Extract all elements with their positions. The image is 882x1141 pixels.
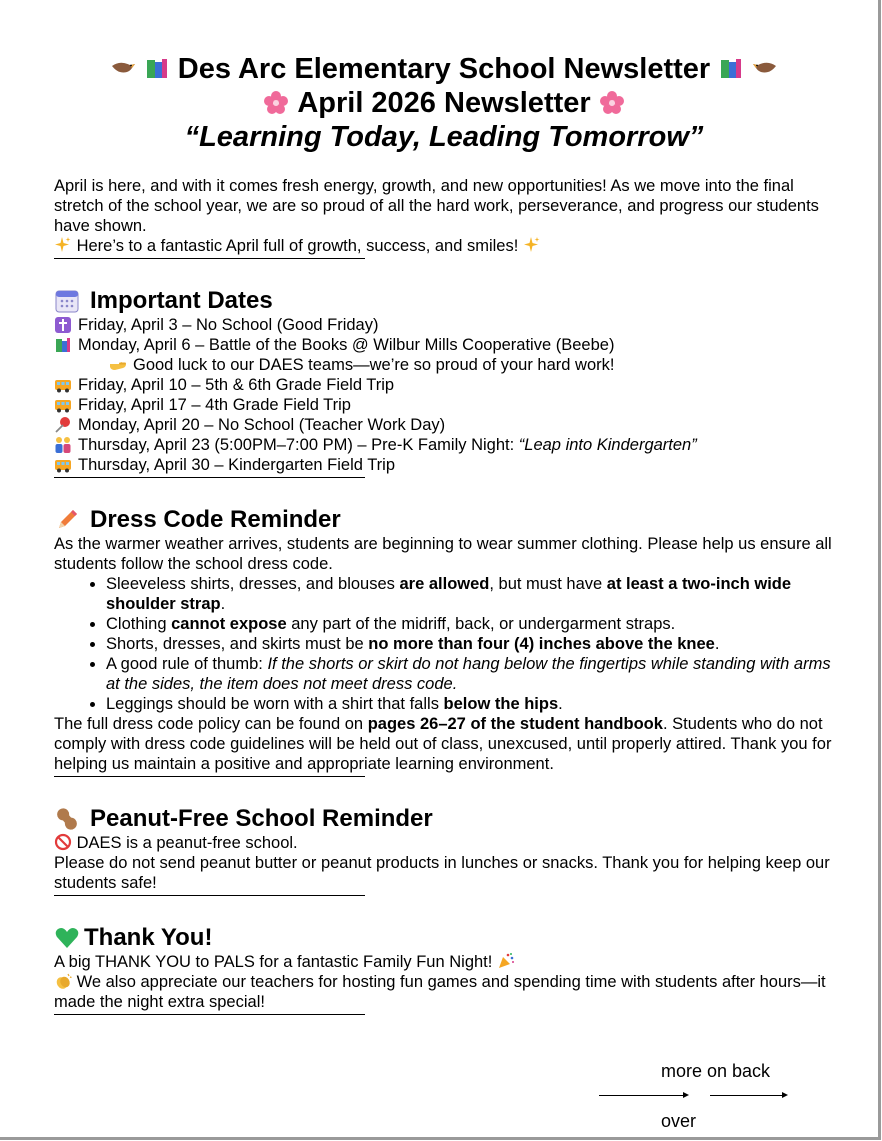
date-item xyxy=(54,395,834,415)
thank-you-heading xyxy=(54,924,834,952)
bullet-bold: no more than four (4) inches above the knee xyxy=(368,635,715,653)
bullet-bold: at least a two-inch wide shoulder strap xyxy=(106,575,792,613)
arrow-right-icon xyxy=(683,1092,689,1098)
arrow-line xyxy=(599,1095,685,1096)
thanks-line2: We also appreciate our teachers for hosting fun games and spending time with students after hours—it made the night extra special! xyxy=(54,973,826,1011)
date-text: Thursday, April 30 – Kindergarten Field Trip xyxy=(78,456,396,474)
more-on-back-label: more on back xyxy=(661,1061,771,1081)
books-icon xyxy=(144,56,170,82)
bullet-text: Leggings should be worn with a shirt that falls xyxy=(106,695,444,713)
books-icon xyxy=(54,336,72,354)
eagle-icon xyxy=(752,56,778,82)
list-item xyxy=(106,654,834,694)
intro-text: April is here, and with it comes fresh energy, growth, and new opportunities! As we move into the final stretch of the school year, we are so proud of all the hard work, perseverance, and progress our students have shown. xyxy=(54,177,819,235)
bullet-text: Sleeveless shirts, dresses, and blouses xyxy=(106,575,400,593)
thanks-line2-row xyxy=(54,972,834,1012)
bullet-text: Shorts, dresses, and skirts must be xyxy=(106,635,369,653)
date-text: Good luck to our DAES teams—we’re so proud of your hard work! xyxy=(133,356,615,374)
dress-code-policy xyxy=(54,714,834,774)
eagle-icon xyxy=(110,56,136,82)
dress-code-intro: As the warmer weather arrives, students are beginning to wear summer clothing. Please help us ensure all students follow the school dress code. xyxy=(54,535,832,573)
newsletter-title: Des Arc Elementary School Newsletter xyxy=(177,53,711,85)
thanks-line1: A big THANK YOU to PALS for a fantastic Family Fun Night! xyxy=(54,953,493,971)
thanks-line1-row xyxy=(54,952,834,972)
list-item xyxy=(106,574,834,614)
peanut-line1-row xyxy=(54,833,834,853)
bus-icon xyxy=(54,396,72,414)
newsletter-title-row xyxy=(54,52,834,86)
bullet-text: . xyxy=(558,695,563,713)
peanut-title: Peanut-Free School Reminder xyxy=(90,805,433,832)
bullet-bold: below the hips xyxy=(443,695,559,713)
peanut-line2: Please do not send peanut butter or peanut products in lunches or snacks. Thank you for helping keep our students safe! xyxy=(54,854,830,892)
over-label: over xyxy=(661,1111,697,1131)
date-item xyxy=(54,455,834,475)
list-item xyxy=(106,634,834,654)
date-text: Friday, April 17 – 4th Grade Field Trip xyxy=(78,396,351,414)
date-item xyxy=(54,315,834,335)
sparkles-icon xyxy=(523,236,541,254)
newsletter-motto: “Learning Today, Leading Tomorrow” xyxy=(184,121,704,153)
bus-icon xyxy=(54,376,72,394)
thank-you-title: Thank You! xyxy=(84,924,213,951)
bullet-text: A good rule of thumb: xyxy=(106,655,268,673)
date-text-main: Thursday, April 23 (5:00PM–7:00 PM) – Pre-K Family Night: xyxy=(78,436,519,454)
policy-text: The full dress code policy can be found on xyxy=(54,715,368,733)
intro-closing-line xyxy=(54,236,834,256)
pencil-icon xyxy=(54,507,80,533)
peanut-line1: DAES is a peanut-free school. xyxy=(76,834,298,852)
sparkles-icon xyxy=(54,236,72,254)
date-item xyxy=(54,435,834,455)
section-divider xyxy=(54,1014,365,1015)
list-item xyxy=(106,614,834,634)
prohibited-icon xyxy=(54,833,72,851)
bullet-text: . xyxy=(220,595,226,613)
bullet-bold: are allowed xyxy=(399,575,490,593)
date-text: Monday, April 20 – No School (Teacher Work Day) xyxy=(78,416,446,434)
date-text-italic: “Leap into Kindergarten” xyxy=(518,436,697,454)
date-text: Monday, April 6 – Battle of the Books @ Wilbur Mills Cooperative (Beebe) xyxy=(78,336,615,354)
cross-icon xyxy=(54,316,72,334)
calendar-icon xyxy=(54,288,80,314)
date-text: Friday, April 3 – No School (Good Friday) xyxy=(78,316,379,334)
bullet-bold: cannot expose xyxy=(171,615,287,633)
bullet-text: any part of the midriff, back, or undergarment straps. xyxy=(286,615,676,633)
peanut-icon xyxy=(54,806,80,832)
dress-code-heading xyxy=(54,506,834,534)
newsletter-page xyxy=(54,52,834,1015)
clapping-hands-icon xyxy=(54,972,72,990)
peanut-heading xyxy=(54,805,834,833)
arrow-line xyxy=(710,1095,784,1096)
pointing-hand-icon xyxy=(109,356,127,374)
policy-bold: pages 26–27 of the student handbook xyxy=(367,715,663,733)
bullet-text: . xyxy=(714,635,720,653)
date-text xyxy=(78,435,697,455)
cherry-blossom-icon xyxy=(599,90,625,116)
date-item xyxy=(54,335,834,355)
family-icon xyxy=(54,436,72,454)
pushpin-icon xyxy=(54,416,72,434)
list-item xyxy=(106,694,834,714)
bullet-text: Clothing xyxy=(106,615,172,633)
date-text: Friday, April 10 – 5th & 6th Grade Field Trip xyxy=(78,376,395,394)
cherry-blossom-icon xyxy=(263,90,289,116)
green-heart-icon xyxy=(54,925,80,951)
dress-code-list xyxy=(54,574,834,714)
dress-code-title: Dress Code Reminder xyxy=(90,506,341,533)
party-popper-icon xyxy=(497,952,515,970)
bullet-text: , but must have xyxy=(489,575,607,593)
date-item xyxy=(54,375,834,395)
important-dates-heading xyxy=(54,287,834,315)
bullet-italic: If the shorts or skirt do not hang below the fingertips while standing with arms at the sides, the item does not meet dress code. xyxy=(106,655,831,693)
arrow-right-icon xyxy=(782,1092,788,1098)
newsletter-subtitle: April 2026 Newsletter xyxy=(297,87,591,119)
policy-text: . Students who do not comply with dress code guidelines will be held out of class, unexcused, until properly attired. Thank you for helping us maintain a positive and appropriate learning environment. xyxy=(54,715,832,773)
bus-icon xyxy=(54,456,72,474)
books-icon xyxy=(718,56,744,82)
date-item xyxy=(54,415,834,435)
important-dates-title: Important Dates xyxy=(90,287,273,314)
intro-closing: Here’s to a fantastic April full of growth, success, and smiles! xyxy=(76,237,519,255)
newsletter-subtitle-row xyxy=(54,86,834,120)
date-item xyxy=(54,355,834,375)
